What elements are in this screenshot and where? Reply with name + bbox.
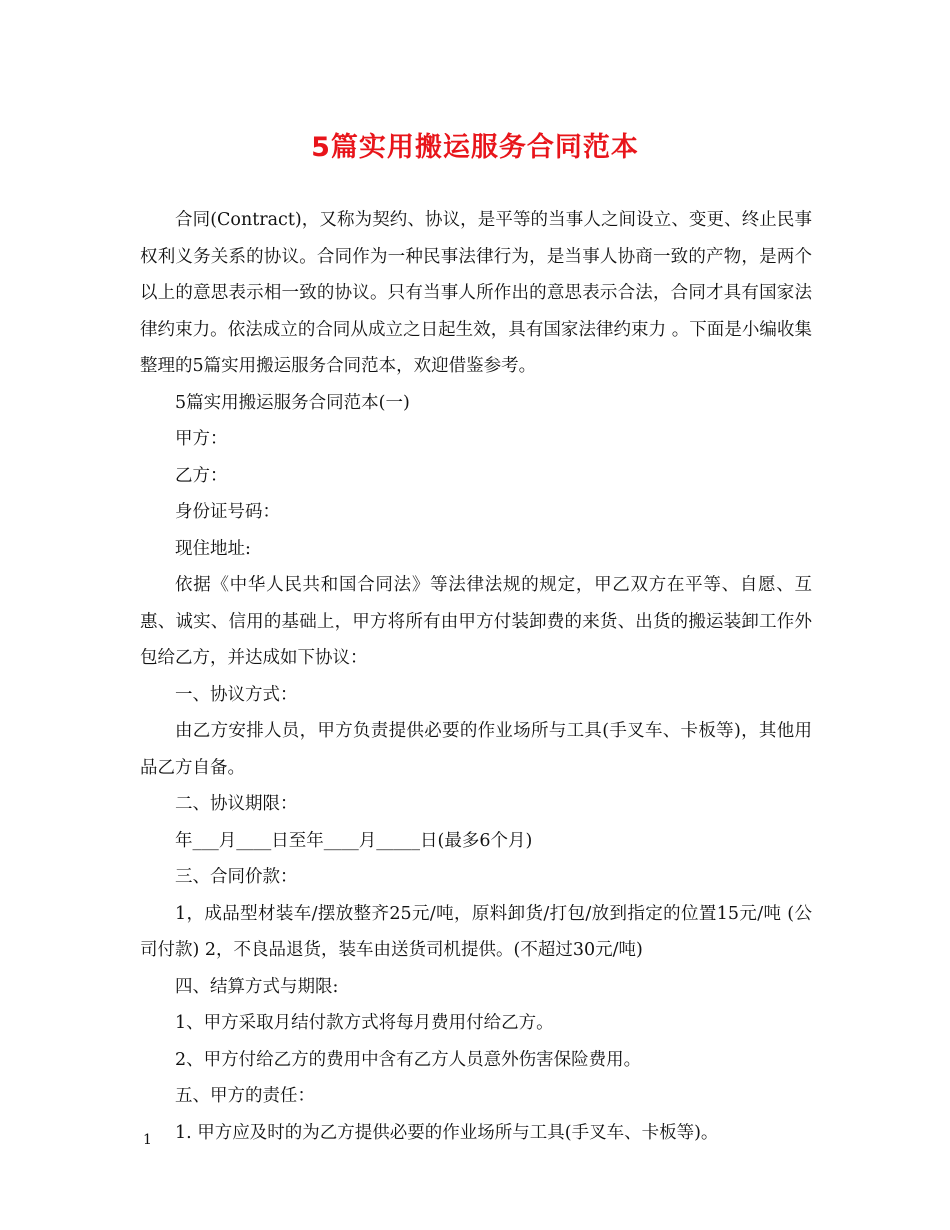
term-line: 年___月____日至年____月_____日(最多6个月): [175, 830, 533, 851]
section-heading-settlement: 四、结算方式与期限:: [175, 976, 339, 997]
document-title: 5篇实用搬运服务合同范本: [311, 132, 639, 163]
section-heading-price: 三、合同价款：: [175, 867, 298, 887]
party-a-line: 甲方：: [175, 429, 228, 449]
agreement-basis-paragraph: 依据《中华人民共和国合同法》等法律法规的规定，甲乙双方在平等、自愿、互惠、诚实、信用的基础上，甲方将所有由甲方付装卸费的来货、出货的搬运装卸工作外包给乙方，并达成如下协议：: [140, 575, 812, 668]
contract-heading: 5篇实用搬运服务合同范本(一): [175, 392, 410, 413]
settlement-item-2: 2、甲方付给乙方的费用中含有乙方人员意外伤害保险费用。: [175, 1049, 642, 1070]
party-b-line: 乙方：: [175, 465, 228, 486]
price-paragraph: 1，成品型材装车/摆放整齐25元/吨，原料卸货/打包/放到指定的位置15元/吨 (公司付款) 2，不良品退货，装车由送货司机提供。(不超过30元/吨): [140, 903, 812, 960]
intro-paragraph: 合同(Contract)，又称为契约、协议，是平等的当事人之间设立、变更、终止民事权利义务关系的协议。合同作为一种民事法律行为，是当事人协商一致的产物，是两个以上的意思表示相一致的协议。只有当事人所作出的意思表示合法，合同才具有国家法律约束力。依法成立的合同从成立之日起生效，具有国家法律约束力 。下面是小编收集整理的5篇实用搬运服务合同范本，欢迎借鉴参考。: [140, 210, 812, 376]
method-paragraph: 由乙方安排人员，甲方负责提供必要的作业场所与工具(手叉车、卡板等)，其他用品乙方自备。: [140, 721, 812, 778]
section-heading-method: 一、协议方式：: [175, 684, 298, 705]
id-number-line: 身份证号码：: [175, 502, 280, 522]
party-a-duty-item-1: 1. 甲方应及时的为乙方提供必要的作业场所与工具(手叉车、卡板等)。: [175, 1122, 719, 1143]
page-number: 1: [143, 1132, 152, 1148]
document-body: [140, 202, 812, 1151]
section-heading-term: 二、协议期限：: [175, 794, 298, 814]
address-line: 现住地址:: [175, 538, 251, 559]
settlement-item-1: 1、甲方采取月结付款方式将每月费用付给乙方。: [175, 1013, 554, 1033]
section-heading-party-a-duty: 五、甲方的责任：: [175, 1086, 315, 1106]
